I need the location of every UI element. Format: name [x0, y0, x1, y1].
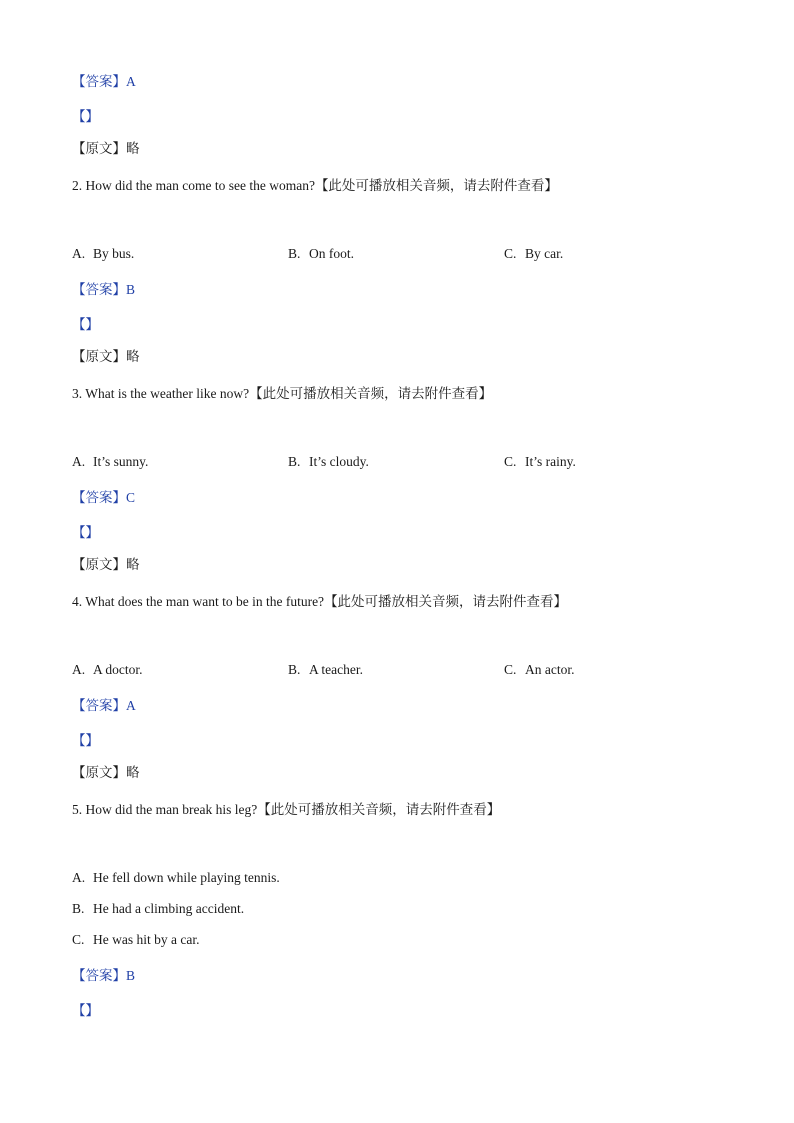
q4-script: 【原文】略: [72, 765, 140, 781]
q3-analysis: 【】: [72, 525, 99, 541]
q5-option-c: C. He was hit by a car.: [72, 932, 200, 947]
q5-analysis: 【】: [72, 1003, 99, 1019]
q2-answer: 【答案】B: [72, 282, 136, 298]
q4-question: 4. What does the man want to be in the future?【此处可播放相关音频，请去附件查看】: [72, 594, 568, 610]
q5-question: 5. How did the man break his leg?【此处可播放相关音频，请去附件查看】: [72, 802, 501, 818]
q3-script: 【原文】略: [72, 557, 140, 573]
audio-note: 【此处可播放相关音频，请去附件查看】: [249, 386, 493, 402]
q1-answer: 【答案】A: [72, 74, 136, 90]
q2-script: 【原文】略: [72, 349, 140, 365]
q4-answer: 【答案】A: [72, 698, 136, 714]
audio-note: 【此处可播放相关音频，请去附件查看】: [257, 802, 501, 818]
q5-answer: 【答案】B: [72, 968, 136, 984]
q4-analysis: 【】: [72, 733, 99, 749]
q2-option-c: C. By car.: [504, 246, 564, 261]
q2-question: 2. How did the man come to see the woman?【此处可播放相关音频，请去附件查看】: [72, 178, 558, 194]
q5-option-b: B. He had a climbing accident.: [72, 901, 245, 916]
q2-analysis: 【】: [72, 317, 99, 333]
q3-question: 3. What is the weather like now?【此处可播放相关音频，请去附件查看】: [72, 386, 493, 402]
q1-script: 【原文】略: [72, 141, 140, 157]
q4-option-a: A. A doctor.: [72, 662, 143, 677]
q3-answer: 【答案】C: [72, 490, 136, 506]
q3-option-c: C. It’s rainy.: [504, 454, 576, 469]
q2-option-b: B. On foot.: [288, 246, 354, 261]
q3-option-b: B. It’s cloudy.: [288, 454, 369, 469]
q4-option-c: C. An actor.: [504, 662, 575, 677]
q3-option-a: A. It’s sunny.: [72, 454, 149, 469]
q4-option-b: B. A teacher.: [288, 662, 363, 677]
audio-note: 【此处可播放相关音频，请去附件查看】: [324, 594, 568, 610]
q2-option-a: A. By bus.: [72, 246, 135, 261]
q1-analysis: 【】: [72, 109, 99, 125]
audio-note: 【此处可播放相关音频，请去附件查看】: [314, 178, 558, 194]
q5-option-a: A. He fell down while playing tennis.: [72, 870, 280, 885]
